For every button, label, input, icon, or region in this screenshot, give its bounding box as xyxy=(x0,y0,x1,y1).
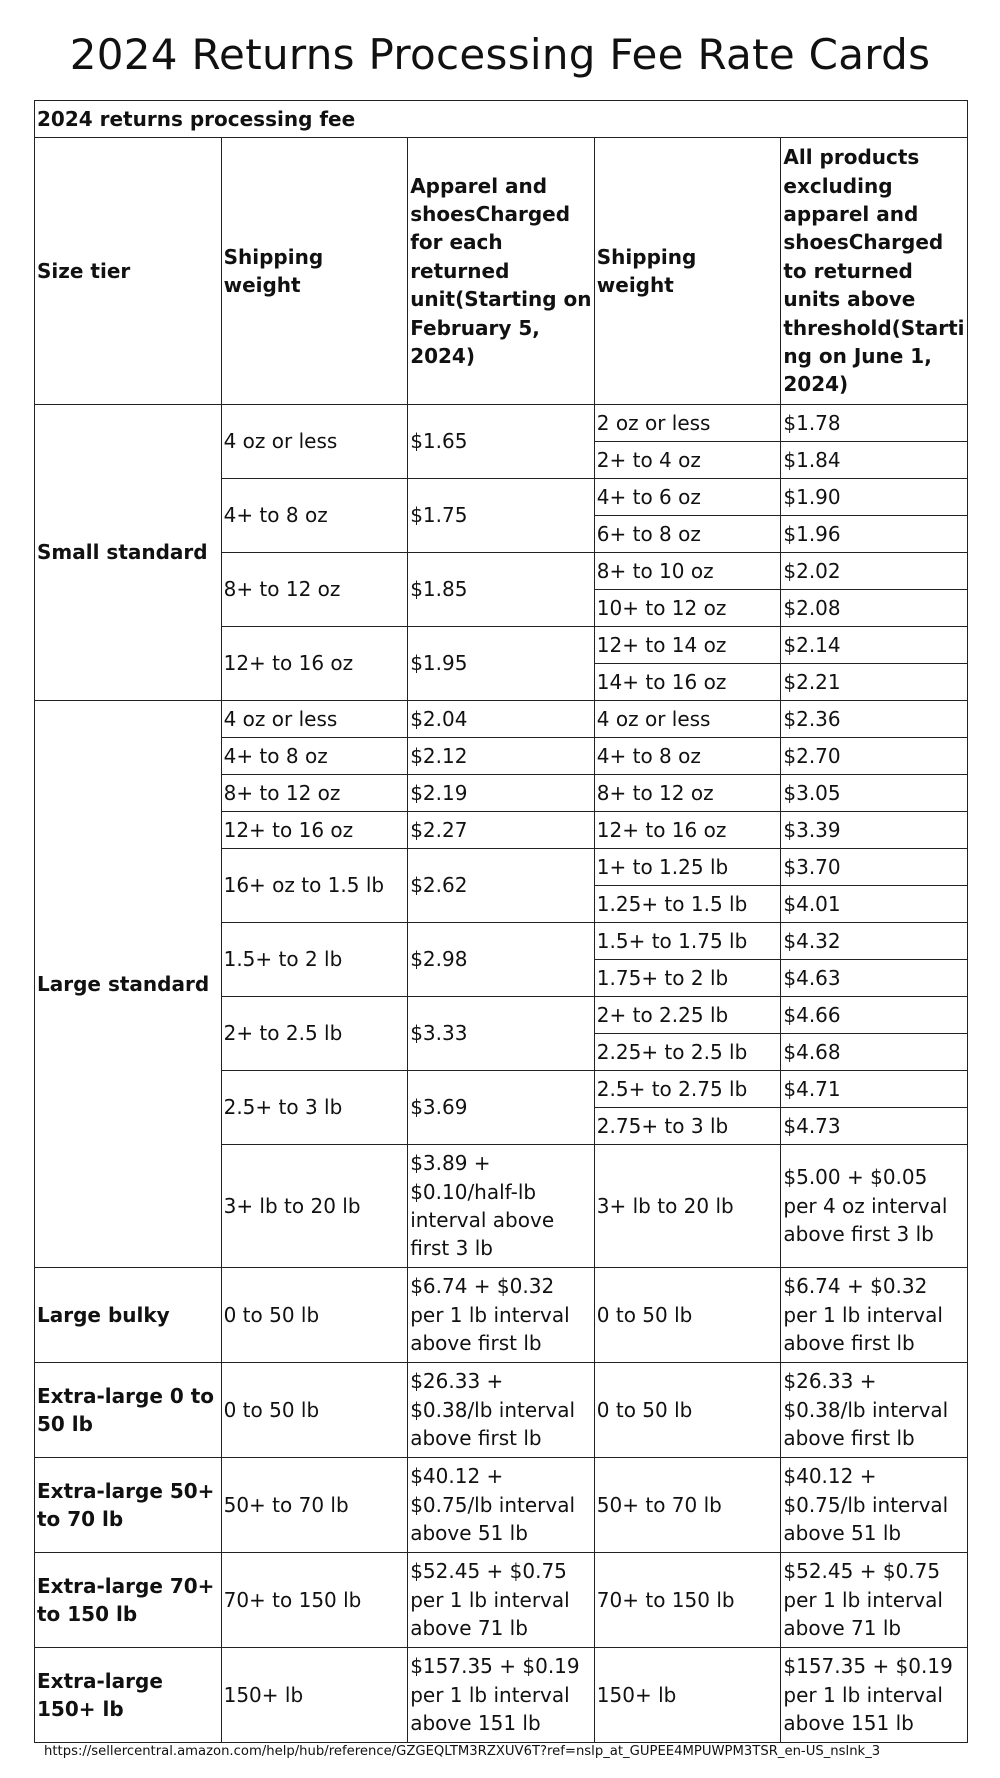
other-weight: 1.75+ to 2 lb xyxy=(594,960,781,997)
apparel-weight: 12+ to 16 oz xyxy=(221,812,408,849)
apparel-weight: 150+ lb xyxy=(221,1648,408,1743)
other-weight: 10+ to 12 oz xyxy=(594,590,781,627)
other-weight: 2.5+ to 2.75 lb xyxy=(594,1071,781,1108)
other-fee: $1.90 xyxy=(781,479,968,516)
apparel-weight: 3+ lb to 20 lb xyxy=(221,1145,408,1268)
header-shipping-weight-other: Shipping weight xyxy=(594,138,781,405)
other-weight: 1.5+ to 1.75 lb xyxy=(594,923,781,960)
apparel-fee: $1.85 xyxy=(408,553,595,627)
size-tier-large-bulky: Large bulky xyxy=(35,1268,222,1363)
page-title: 2024 Returns Processing Fee Rate Cards xyxy=(69,30,931,79)
apparel-fee: $1.95 xyxy=(408,627,595,701)
apparel-fee: $2.27 xyxy=(408,812,595,849)
header-shipping-weight-apparel: Shipping weight xyxy=(221,138,408,405)
apparel-fee: $3.69 xyxy=(408,1071,595,1145)
apparel-fee: $1.75 xyxy=(408,479,595,553)
other-weight: 4+ to 8 oz xyxy=(594,738,781,775)
apparel-weight: 4 oz or less xyxy=(221,405,408,479)
other-fee: $4.32 xyxy=(781,923,968,960)
other-weight: 12+ to 14 oz xyxy=(594,627,781,664)
apparel-fee: $2.98 xyxy=(408,923,595,997)
other-fee: $3.70 xyxy=(781,849,968,886)
other-weight: 8+ to 12 oz xyxy=(594,775,781,812)
apparel-fee: $2.04 xyxy=(408,701,595,738)
other-fee: $4.01 xyxy=(781,886,968,923)
other-weight: 2.75+ to 3 lb xyxy=(594,1108,781,1145)
apparel-fee: $52.45 + $0.75 per 1 lb interval above 71 lb xyxy=(408,1553,595,1648)
apparel-fee: $3.89 + $0.10/half-lb interval above first 3 lb xyxy=(408,1145,595,1268)
other-fee: $4.68 xyxy=(781,1034,968,1071)
other-fee: $1.96 xyxy=(781,516,968,553)
size-tier-extra-large-0-50: Extra-large 0 to 50 lb xyxy=(35,1363,222,1458)
other-fee: $2.70 xyxy=(781,738,968,775)
size-tier-large-standard: Large standard xyxy=(35,701,222,1268)
header-apparel-fee: Apparel and shoesCharged for each returned unit(Starting on February 5, 2024) xyxy=(408,138,595,405)
apparel-weight: 2+ to 2.5 lb xyxy=(221,997,408,1071)
rate-card-table xyxy=(34,100,968,1743)
other-fee: $1.78 xyxy=(781,405,968,442)
other-weight: 2+ to 4 oz xyxy=(594,442,781,479)
apparel-weight: 70+ to 150 lb xyxy=(221,1553,408,1648)
other-weight: 14+ to 16 oz xyxy=(594,664,781,701)
source-url: https://sellercentral.amazon.com/help/hub/reference/GZGEQLTM3RZXUV6T?ref=nslp_at_GUPEE4MPUWPM3TSR_en-US_nslnk_3 xyxy=(44,1744,881,1759)
other-weight: 1.25+ to 1.5 lb xyxy=(594,886,781,923)
other-fee: $2.36 xyxy=(781,701,968,738)
other-fee: $2.02 xyxy=(781,553,968,590)
other-fee: $4.66 xyxy=(781,997,968,1034)
size-tier-extra-large-70-150: Extra-large 70+ to 150 lb xyxy=(35,1553,222,1648)
apparel-weight: 16+ oz to 1.5 lb xyxy=(221,849,408,923)
other-fee: $4.71 xyxy=(781,1071,968,1108)
apparel-fee: $1.65 xyxy=(408,405,595,479)
table-caption-row xyxy=(35,101,968,138)
table-row xyxy=(35,1458,968,1553)
apparel-fee: $2.19 xyxy=(408,775,595,812)
table-row xyxy=(35,1363,968,1458)
other-fee: $2.08 xyxy=(781,590,968,627)
table-caption: 2024 returns processing fee xyxy=(35,101,968,138)
table-row xyxy=(35,1648,968,1743)
table-header-row xyxy=(35,138,968,405)
apparel-weight: 1.5+ to 2 lb xyxy=(221,923,408,997)
apparel-weight: 4 oz or less xyxy=(221,701,408,738)
other-fee: $5.00 + $0.05 per 4 oz interval above first 3 lb xyxy=(781,1145,968,1268)
apparel-weight: 12+ to 16 oz xyxy=(221,627,408,701)
other-weight: 8+ to 10 oz xyxy=(594,553,781,590)
other-weight: 2+ to 2.25 lb xyxy=(594,997,781,1034)
size-tier-extra-large-150-plus: Extra-large 150+ lb xyxy=(35,1648,222,1743)
apparel-weight: 4+ to 8 oz xyxy=(221,479,408,553)
other-weight: 4 oz or less xyxy=(594,701,781,738)
apparel-weight: 50+ to 70 lb xyxy=(221,1458,408,1553)
table-row xyxy=(35,1553,968,1648)
other-weight: 0 to 50 lb xyxy=(594,1268,781,1363)
header-size-tier: Size tier xyxy=(35,138,222,405)
apparel-weight: 0 to 50 lb xyxy=(221,1363,408,1458)
other-fee: $6.74 + $0.32 per 1 lb interval above first lb xyxy=(781,1268,968,1363)
other-fee: $1.84 xyxy=(781,442,968,479)
other-fee: $40.12 + $0.75/lb interval above 51 lb xyxy=(781,1458,968,1553)
apparel-weight: 2.5+ to 3 lb xyxy=(221,1071,408,1145)
other-fee: $3.39 xyxy=(781,812,968,849)
apparel-weight: 4+ to 8 oz xyxy=(221,738,408,775)
other-weight: 1+ to 1.25 lb xyxy=(594,849,781,886)
apparel-fee: $6.74 + $0.32 per 1 lb interval above first lb xyxy=(408,1268,595,1363)
other-fee: $52.45 + $0.75 per 1 lb interval above 71 lb xyxy=(781,1553,968,1648)
header-other-fee: All products excluding apparel and shoesCharged to returned units above threshold(Starting on June 1, 2024) xyxy=(781,138,968,405)
table-row xyxy=(35,701,968,738)
apparel-fee: $157.35 + $0.19 per 1 lb interval above 151 lb xyxy=(408,1648,595,1743)
apparel-weight: 8+ to 12 oz xyxy=(221,775,408,812)
apparel-weight: 8+ to 12 oz xyxy=(221,553,408,627)
other-weight: 12+ to 16 oz xyxy=(594,812,781,849)
other-weight: 50+ to 70 lb xyxy=(594,1458,781,1553)
apparel-fee: $3.33 xyxy=(408,997,595,1071)
other-weight: 0 to 50 lb xyxy=(594,1363,781,1458)
other-weight: 6+ to 8 oz xyxy=(594,516,781,553)
table-row xyxy=(35,405,968,442)
other-fee: $4.73 xyxy=(781,1108,968,1145)
apparel-weight: 0 to 50 lb xyxy=(221,1268,408,1363)
other-weight: 4+ to 6 oz xyxy=(594,479,781,516)
other-fee: $2.14 xyxy=(781,627,968,664)
apparel-fee: $2.62 xyxy=(408,849,595,923)
other-weight: 70+ to 150 lb xyxy=(594,1553,781,1648)
apparel-fee: $40.12 + $0.75/lb interval above 51 lb xyxy=(408,1458,595,1553)
apparel-fee: $2.12 xyxy=(408,738,595,775)
table-row xyxy=(35,1268,968,1363)
other-fee: $3.05 xyxy=(781,775,968,812)
other-fee: $4.63 xyxy=(781,960,968,997)
other-fee: $157.35 + $0.19 per 1 lb interval above 151 lb xyxy=(781,1648,968,1743)
size-tier-extra-large-50-70: Extra-large 50+ to 70 lb xyxy=(35,1458,222,1553)
other-fee: $2.21 xyxy=(781,664,968,701)
size-tier-small-standard: Small standard xyxy=(35,405,222,701)
other-weight: 3+ lb to 20 lb xyxy=(594,1145,781,1268)
other-fee: $26.33 + $0.38/lb interval above first lb xyxy=(781,1363,968,1458)
other-weight: 2 oz or less xyxy=(594,405,781,442)
other-weight: 150+ lb xyxy=(594,1648,781,1743)
apparel-fee: $26.33 + $0.38/lb interval above first lb xyxy=(408,1363,595,1458)
other-weight: 2.25+ to 2.5 lb xyxy=(594,1034,781,1071)
